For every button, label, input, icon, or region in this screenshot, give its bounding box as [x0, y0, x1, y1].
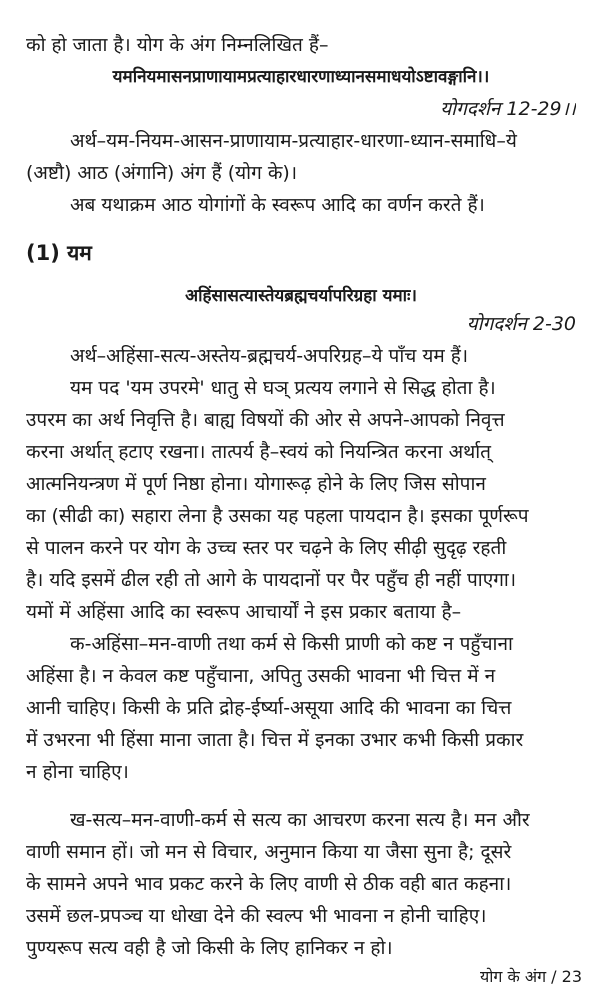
paragraph-line: है। यदि इसमें ढील रही तो आगे के पायदानों पर पैर पहुँच ही नहीं पाएगा। [26, 569, 517, 591]
subsection-line: क-अहिंसा–मन-वाणी तथा कर्म से किसी प्राणी को कष्ट न पहुँचाना [70, 633, 513, 655]
sutra-line: यमनियमासनप्राणायामप्रत्याहारधारणाध्यानसमाधयोऽष्टावङ्गानि।। [112, 67, 490, 87]
citation: योगदर्शन 12-29।। [440, 98, 576, 120]
paragraph-line: से पालन करने पर योग के उच्च स्तर पर चढ़ने के लिए सीढ़ी सुदृढ़ रहती [26, 537, 507, 559]
paragraph-line: अहिंसा है। न केवल कष्ट पहुँचाना, अपितु उसकी भावना भी चित्त में न [26, 665, 496, 687]
text-line: अब यथाक्रम आठ योगांगों के स्वरूप आदि का वर्णन करते हैं। [70, 194, 485, 216]
citation: योगदर्शन 2-30 [466, 313, 576, 335]
paragraph-line: न होना चाहिए। [26, 761, 129, 783]
meaning-line: अर्थ–यम-नियम-आसन-प्राणायाम-प्रत्याहार-धारणा-ध्यान-समाधि–ये [70, 130, 517, 152]
page-footer: योग के अंग / 23 [479, 967, 582, 986]
paragraph-line: करना अर्थात् हटाए रखना। तात्पर्य है–स्वयं को नियन्त्रित करना अर्थात् [26, 441, 492, 463]
section-heading: (1) यम [26, 241, 92, 265]
meaning-line: अर्थ–अहिंसा-सत्य-अस्तेय-ब्रह्मचर्य-अपरिग्रह–ये पाँच यम हैं। [70, 345, 469, 367]
text-line: को हो जाता है। योग के अंग निम्नलिखित हैं– [26, 34, 329, 56]
paragraph-line: वाणी समान हों। जो मन से विचार, अनुमान किया या जैसा सुना है; दूसरे [26, 841, 512, 863]
paragraph-line: यमों में अहिंसा आदि का स्वरूप आचार्यों ने इस प्रकार बताया है– [26, 601, 462, 623]
paragraph-line: आत्मनियन्त्रण में पूर्ण निष्ठा होना। योगारूढ़ होने के लिए जिस सोपान [26, 473, 486, 495]
paragraph-line: आनी चाहिए। किसी के प्रति द्रोह-ईर्ष्या-असूया आदि की भावना का चित्त [26, 697, 512, 719]
paragraph-line: पुण्यरूप सत्य वही है जो किसी के लिए हानिकर न हो। [26, 937, 393, 959]
paragraph-line: यम पद 'यम उपरमे' धातु से घञ् प्रत्यय लगाने से सिद्ध होता है। [70, 377, 496, 399]
sutra-line: अहिंसासत्यास्तेयब्रह्मचर्यापरिग्रहा यमाः। [185, 286, 417, 306]
paragraph-line: का (सीढी का) सहारा लेना है उसका यह पहला पायदान है। इसका पूर्णरूप [26, 505, 529, 527]
paragraph-line: उसमें छल-प्रपञ्च या धोखा देने की स्वल्प भी भावना न होनी चाहिए। [26, 905, 487, 927]
text-line: (अष्टौ) आठ (अंगानि) अंग हैं (योग के)। [26, 162, 298, 184]
paragraph-line: में उभरना भी हिंसा माना जाता है। चित्त में इनका उभार कभी किसी प्रकार [26, 729, 524, 751]
paragraph-line: उपरम का अर्थ निवृत्ति है। बाह्य विषयों की ओर से अपने-आपको निवृत्त [26, 409, 505, 431]
paragraph-line: के सामने अपने भाव प्रकट करने के लिए वाणी से ठीक वही बात कहना। [26, 873, 512, 895]
subsection-line: ख-सत्य–मन-वाणी-कर्म से सत्य का आचरण करना सत्य है। मन और [70, 809, 530, 831]
